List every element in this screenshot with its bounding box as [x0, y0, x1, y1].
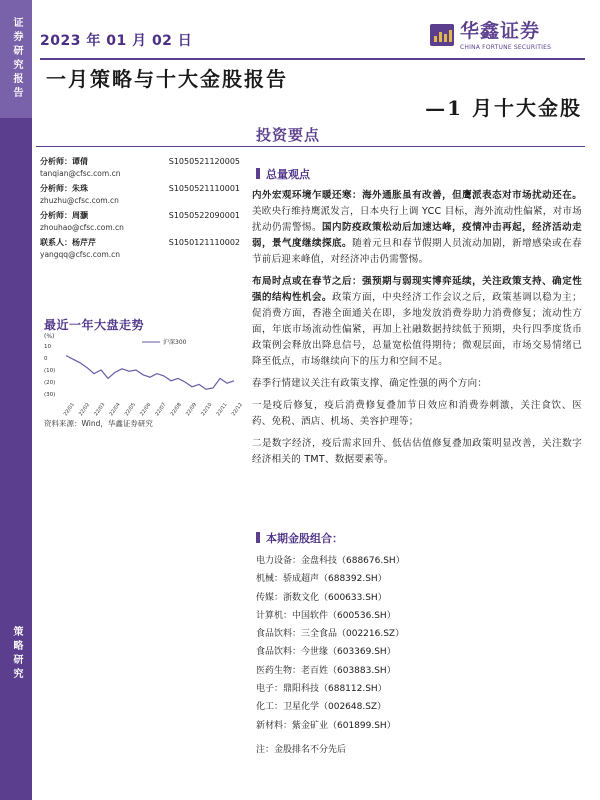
portfolio-item: 化工：卫星化学（002648.SZ）	[256, 702, 387, 713]
side-label-top: 证券研究报告	[0, 0, 32, 118]
left-divider	[36, 146, 236, 147]
analyst-entry	[40, 237, 240, 260]
company-logo	[430, 16, 580, 56]
x-tick-label: 22/03	[93, 401, 107, 418]
side-label-bottom: 策略研究	[11, 626, 22, 682]
summary-paragraph-2: 布局时点或在春节之后：强预期与弱现实博弈延续，关注政策支持、确定性强的结构性机会。政策方面，中央经济工作会议之后，政策基调以稳为主；促消费方面，香港全面通关在即，多地发放消费券助力消费修复；流动性方面，年底市场流动性偏紧，再加上社融数据持续低于预期，央行四季度货币政策例会释放出降息信号，总量宽松值得期待；微观层面，市场交易情绪已降至低点，市场继续向下的压力和空间不足。	[252, 276, 582, 367]
portfolio-item: 食品饮料：今世缘（603369.SH）	[256, 647, 396, 658]
portfolio-list	[256, 552, 405, 735]
x-tick-label: 22/12	[230, 401, 244, 418]
x-tick-label: 22/11	[215, 401, 229, 418]
section-title: 投资要点	[256, 126, 321, 144]
summary-paragraph-4: 一是疫后修复，疫后消费修复叠加节日效应和消费券刺激，关注食饮、医药、免税、酒店、机场、美容护理等；	[252, 400, 582, 427]
analyst-name: 分析师：朱珠	[40, 184, 88, 193]
x-tick-label: 22/04	[108, 401, 122, 418]
portfolio-item: 医药生物：老百姓（603883.SH）	[256, 665, 396, 676]
portfolio-heading: 本期金股组合：	[256, 530, 343, 546]
analyst-name: 分析师：周灏	[40, 211, 88, 220]
market-chart-heading: 最近一年大盘走势	[44, 318, 145, 332]
y-tick-label: 10	[44, 344, 51, 350]
analyst-name: 联系人：杨芹芹	[40, 238, 96, 247]
summary-paragraph-5: 二是数字经济，疫后需求回升、低估估值修复叠加政策明显改善，关注数字经济相关的 TMT、数据要素等。	[252, 438, 582, 465]
chart-source: 资料来源：Wind，华鑫证券研究	[44, 419, 153, 428]
chart-unit-label: (%)	[44, 333, 55, 340]
y-tick-label: (20)	[44, 380, 56, 386]
x-tick-label: 22/08	[169, 401, 183, 418]
portfolio-item: 传媒：浙数文化（600633.SH）	[256, 592, 387, 603]
portfolio-item: 食品饮料：三全食品（002216.SZ）	[256, 629, 405, 640]
x-tick-label: 22/02	[78, 401, 92, 418]
portfolio-item: 电子：鼎阳科技（688112.SH）	[256, 684, 387, 695]
report-title: 一月策略与十大金股报告	[46, 67, 288, 91]
analyst-email[interactable]: yangqq@cfsc.com.cn	[40, 250, 121, 259]
logo-name: 华鑫证券	[460, 20, 541, 42]
y-tick-label: (10)	[44, 368, 56, 374]
y-tick-label: 0	[44, 356, 48, 362]
analyst-cert: S1050522090001	[168, 211, 240, 220]
section-divider	[236, 146, 585, 147]
hs300-line	[66, 356, 234, 390]
analyst-entry	[40, 183, 240, 206]
summary-body	[252, 188, 582, 474]
analyst-email[interactable]: zhouhao@cfsc.com.cn	[40, 223, 124, 232]
logo-english-name: CHINA FORTUNE SECURITIES	[460, 44, 552, 51]
x-tick-label: 22/05	[123, 401, 138, 418]
portfolio-item: 计算机：中国软件（600536.SH）	[256, 610, 396, 621]
analyst-name: 分析师：谭倩	[40, 157, 88, 166]
logo-mark-icon	[430, 24, 454, 46]
analyst-list	[40, 156, 240, 264]
summary-paragraph-3: 春季行情建议关注有政策支撑、确定性强的两个方向：	[252, 378, 488, 389]
analyst-entry	[40, 156, 240, 179]
market-trend-chart	[42, 330, 242, 420]
report-subtitle: —1 月十大金股	[425, 96, 582, 120]
analyst-entry	[40, 210, 240, 233]
analyst-cert: S1050521120005	[168, 157, 240, 166]
portfolio-item: 机械：骄成超声（688392.SH）	[256, 574, 387, 585]
analyst-cert: S1050521110001	[168, 184, 240, 193]
portfolio-item: 新材料：紫金矿业（601899.SH）	[256, 720, 396, 731]
summary-heading: 总量观点	[256, 166, 310, 182]
portfolio-item: 电力设备：金盘科技（688676.SH）	[256, 556, 405, 566]
x-tick-label: 22/01	[62, 401, 76, 418]
y-tick-label: (30)	[44, 392, 56, 398]
x-tick-label: 22/07	[154, 401, 168, 418]
x-tick-label: 22/10	[200, 401, 214, 418]
analyst-email[interactable]: zhuzhu@cfsc.com.cn	[40, 196, 119, 205]
summary-paragraph-1: 内外宏观环境乍暖还寒：海外通胀虽有改善，但鹰派表态对市场扰动还在。美欧央行维持鹰派发言，日本央行上调 YCC 目标，海外流动性偏紧，对市场扰动仍需警惕。国内防疫政策松动后加速达峰，疫情冲击再起，经济活动走弱，景气度继续探底。随着元旦和春节假期人员流动加剧，新增感染或在春节前后迎来峰值，对经济冲击仍需警惕。	[252, 190, 582, 265]
analyst-email[interactable]: tanqian@cfsc.com.cn	[40, 169, 121, 178]
legend-label: 沪深300	[163, 339, 187, 346]
analyst-cert: S1050121110002	[168, 238, 240, 247]
x-tick-label: 22/06	[139, 401, 153, 418]
x-tick-label: 22/09	[184, 401, 199, 418]
report-date: 2023 年 01 月 02 日	[40, 33, 193, 49]
portfolio-note: 注：金股排名不分先后	[256, 745, 347, 755]
header-rule	[40, 58, 585, 60]
